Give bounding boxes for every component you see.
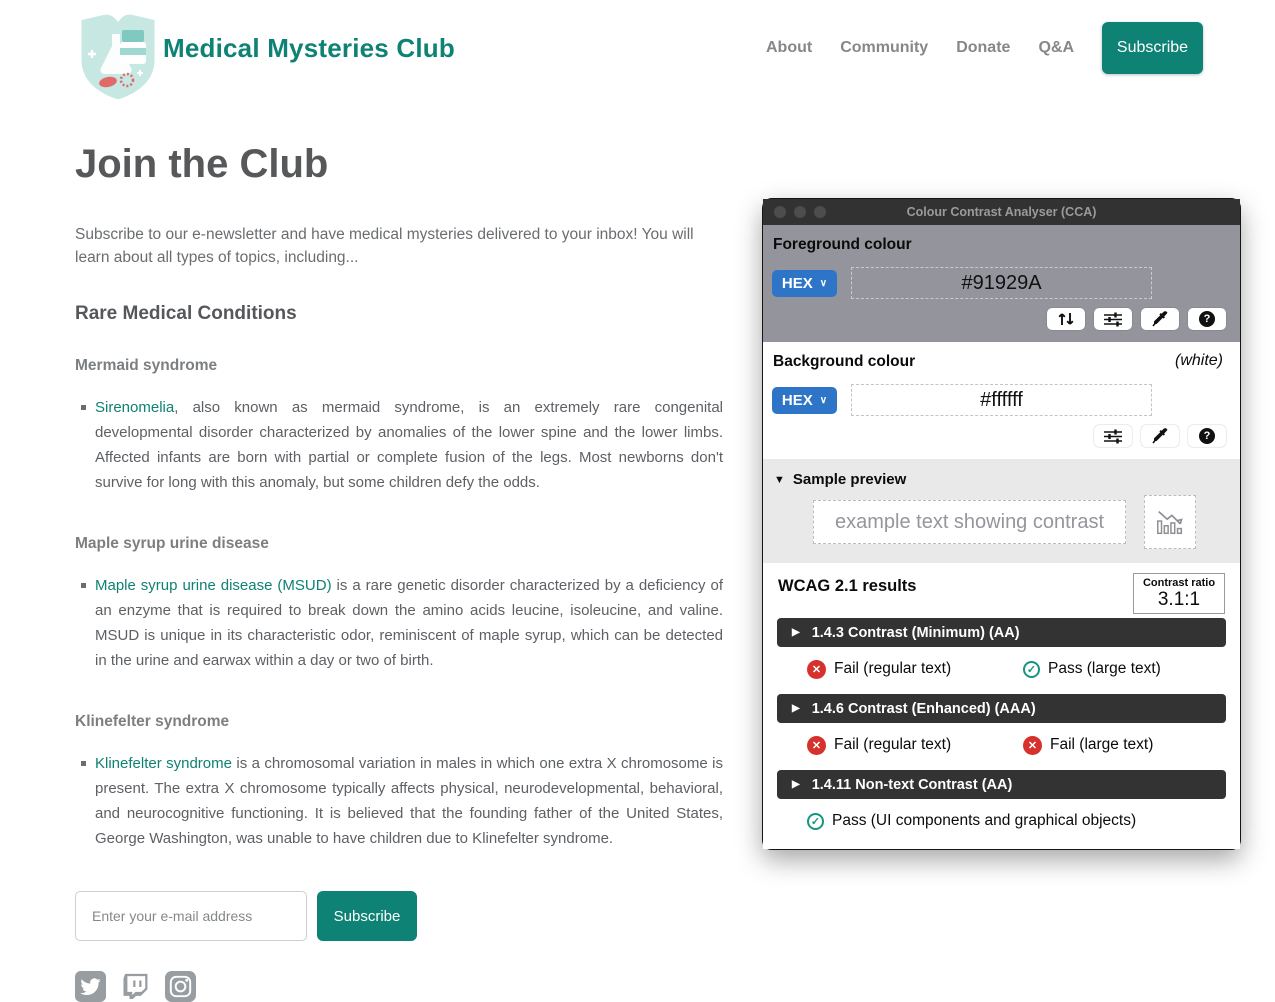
background-format-select[interactable] [772, 387, 837, 414]
background-adjust-button[interactable] [1094, 425, 1132, 447]
format-value: HEX [781, 391, 813, 409]
list-item [81, 751, 723, 851]
sample-text-preview: example text showing contrast [813, 500, 1126, 544]
collapse-triangle-icon: ▼ [774, 473, 785, 486]
site-header [0, 0, 1275, 110]
sample-preview-toggle[interactable] [774, 471, 1226, 488]
condition-text: is a chromosomal variation in males in which one extra X chromosome is present. The extra X chromosome typically affects physical, neurodevelopmental, behavioral, and neurocognitive functioning. It is believed that the founding father of the United States, George Washington, was unable to have children due to Klinefelter syndrome. [95, 755, 723, 847]
chevron-down-icon: ∨ [819, 277, 828, 289]
chart-icon [1154, 507, 1186, 537]
social-links [75, 971, 723, 1002]
page-title: Join the Club [75, 142, 329, 186]
sliders-icon [1103, 429, 1123, 444]
criterion-1411-results [807, 809, 1226, 833]
background-label: Background colour [773, 353, 916, 370]
condition-title-klinefelter: Klinefelter syndrome [75, 713, 230, 730]
klinefelter-link[interactable]: Klinefelter syndrome [95, 755, 232, 772]
criterion-label: 1.4.3 Contrast (Minimum) (AA) [811, 624, 1020, 641]
result-label: Pass (large text) [1048, 660, 1161, 677]
result-label: Fail (large text) [1050, 736, 1154, 753]
condition-text: , also known as mermaid syndrome, is an extremely rare congenital developmental disorder characterized by anomalies of the lower spine and the lower limbs. Affected infants are born with partial or complete fusion of the legs. Most newborns don't survive for long with this anomaly, but some children defy the odds. [95, 399, 723, 491]
site-logo-shield-icon [64, 8, 172, 106]
fail-icon: ✕ [807, 660, 826, 679]
nav-donate[interactable]: Donate [956, 39, 1011, 56]
twitch-icon[interactable] [120, 971, 151, 1002]
bullet-icon [81, 583, 86, 588]
wcag-results-heading: WCAG 2.1 results [778, 577, 917, 595]
condition-title-msud: Maple syrup urine disease [75, 535, 269, 552]
cca-window [762, 198, 1241, 850]
sample-preview-label: Sample preview [792, 471, 907, 488]
question-icon: ? [1199, 311, 1215, 327]
foreground-section [763, 225, 1240, 342]
foreground-help-button[interactable] [1188, 308, 1226, 330]
format-value: HEX [781, 274, 813, 292]
email-input[interactable] [75, 891, 307, 941]
nav-community[interactable]: Community [840, 39, 929, 56]
condition-list [81, 573, 723, 673]
question-icon: ? [1199, 428, 1215, 444]
contrast-ratio-box [1133, 573, 1225, 614]
main-content [75, 128, 723, 1002]
main-nav [766, 0, 1203, 96]
section-heading: Rare Medical Conditions [75, 303, 297, 324]
result-label: Fail (regular text) [834, 660, 952, 677]
graph-preview-button[interactable] [1144, 495, 1196, 549]
swap-arrows-icon [1056, 311, 1076, 327]
condition-list [81, 395, 723, 495]
swap-colours-button[interactable] [1047, 308, 1085, 330]
background-section [763, 342, 1240, 459]
header-subscribe-button[interactable]: Subscribe [1102, 22, 1203, 74]
newsletter-form [75, 891, 723, 941]
nav-about[interactable]: About [766, 39, 813, 56]
chevron-down-icon: ∨ [819, 394, 828, 406]
expand-triangle-icon: ▶ [792, 779, 800, 790]
bullet-icon [81, 405, 86, 410]
expand-triangle-icon: ▶ [792, 627, 800, 638]
sample-preview-section [763, 459, 1240, 563]
sirenomelia-link[interactable]: Sirenomelia [95, 399, 175, 416]
twitter-icon[interactable] [75, 971, 106, 1002]
nav-qa[interactable]: Q&A [1038, 39, 1074, 56]
list-item [81, 573, 723, 673]
criterion-label: 1.4.6 Contrast (Enhanced) (AAA) [811, 700, 1036, 717]
colour-name-hint: (white) [1174, 352, 1223, 369]
intro-paragraph: Subscribe to our e-newsletter and have medical mysteries delivered to your inbox! You will learn about all types of topics, including... [75, 226, 694, 266]
bullet-icon [81, 761, 86, 766]
contrast-ratio-value: 3.1:1 [1157, 589, 1201, 610]
foreground-format-select[interactable] [772, 270, 837, 297]
criterion-label: 1.4.11 Non-text Contrast (AA) [811, 776, 1013, 793]
cca-titlebar[interactable] [763, 199, 1240, 225]
foreground-label: Foreground colour [773, 236, 912, 253]
contrast-ratio-label: Contrast ratio [1142, 577, 1216, 589]
window-title: Colour Contrast Analyser (CCA) [906, 205, 1097, 219]
background-help-button[interactable] [1188, 425, 1226, 447]
fail-icon: ✕ [1023, 736, 1042, 755]
eyedropper-icon [1152, 311, 1168, 327]
condition-list [81, 751, 723, 851]
criterion-146-bar[interactable] [777, 694, 1226, 723]
criterion-1411-bar[interactable] [777, 770, 1226, 799]
condition-title-mermaid: Mermaid syndrome [75, 357, 218, 374]
instagram-icon[interactable] [165, 971, 196, 1002]
background-eyedropper-button[interactable] [1141, 425, 1179, 447]
msud-link[interactable]: Maple syrup urine disease (MSUD) [95, 577, 332, 594]
list-item [81, 395, 723, 495]
fail-icon: ✕ [807, 736, 826, 755]
expand-triangle-icon: ▶ [792, 703, 800, 714]
pass-icon: ✓ [1023, 661, 1040, 678]
sliders-icon [1103, 312, 1123, 327]
foreground-eyedropper-button[interactable] [1141, 308, 1179, 330]
eyedropper-icon [1152, 428, 1168, 444]
criterion-146-results [807, 733, 1226, 757]
condition-text: is a rare genetic disorder characterized by a deficiency of an enzyme that is required to break down the amino acids leucine, isoleucine, and valine. MSUD is unique in its characteristic odor, reminiscent of maple syrup, which can be detected in the urine and earwax within a day or two of birth. [95, 577, 723, 669]
pass-icon: ✓ [807, 813, 824, 830]
foreground-adjust-button[interactable] [1094, 308, 1132, 330]
criterion-143-bar[interactable] [777, 618, 1226, 647]
result-label: Pass (UI components and graphical objects) [832, 812, 1137, 829]
criterion-143-results [807, 657, 1226, 681]
site-title: Medical Mysteries Club [163, 33, 455, 63]
wcag-results-section [763, 563, 1240, 849]
form-subscribe-button[interactable]: Subscribe [317, 891, 417, 941]
result-label: Fail (regular text) [834, 736, 952, 753]
background-color-input[interactable]: #ffffff [851, 384, 1152, 416]
foreground-color-input[interactable]: #91929A [851, 267, 1152, 299]
